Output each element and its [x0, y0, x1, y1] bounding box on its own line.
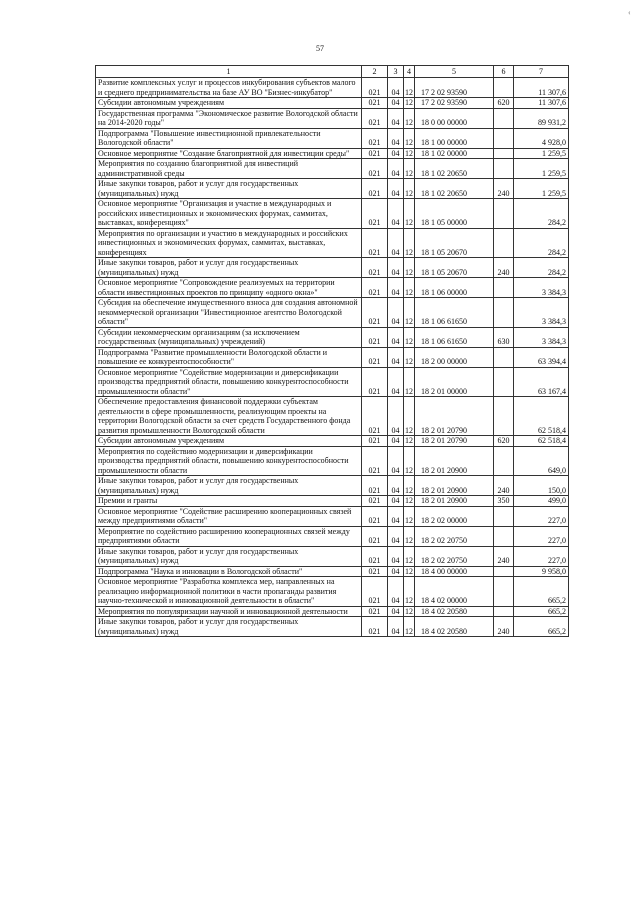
cell-sum: 284,2 [514, 258, 569, 278]
cell-ved: 021 [362, 577, 388, 607]
cell-ved: 021 [362, 298, 388, 328]
cell-pr: 12 [404, 258, 415, 278]
cell-csr: 18 1 02 20650 [415, 159, 494, 179]
cell-vr: 620 [494, 98, 514, 109]
cell-vr [494, 199, 514, 229]
cell-csr: 18 4 00 00000 [415, 566, 494, 577]
cell-sum: 63 394,4 [514, 347, 569, 367]
cell-vr [494, 128, 514, 148]
cell-ved: 021 [362, 108, 388, 128]
table-row [96, 179, 569, 199]
cell-ved: 021 [362, 159, 388, 179]
table-row [96, 278, 569, 298]
cell-pr: 12 [404, 199, 415, 229]
cell-ved: 021 [362, 327, 388, 347]
cell-pr: 12 [404, 397, 415, 436]
cell-sum: 284,2 [514, 199, 569, 229]
cell-name: Подпрограмма "Наука и инновации в Вологодской области" [96, 566, 362, 577]
cell-pr: 12 [404, 108, 415, 128]
cell-sum: 4 928,0 [514, 128, 569, 148]
cell-rz: 04 [388, 496, 404, 507]
cell-ved: 021 [362, 179, 388, 199]
cell-vr: 620 [494, 436, 514, 447]
cell-name: Субсидии автономным учреждениям [96, 436, 362, 447]
cell-ved: 021 [362, 496, 388, 507]
cell-vr [494, 78, 514, 98]
cell-csr: 18 1 05 20670 [415, 228, 494, 258]
table-row [96, 327, 569, 347]
table-row [96, 128, 569, 148]
cell-pr: 12 [404, 446, 415, 476]
table-row [96, 546, 569, 566]
page-number: 57 [316, 44, 324, 53]
cell-name: Основное мероприятие "Сопровождение реализуемых на территории области инвестиционных проектов по принципу «одного окна»" [96, 278, 362, 298]
cell-ved: 021 [362, 199, 388, 229]
cell-vr [494, 526, 514, 546]
cell-csr: 18 2 02 20750 [415, 546, 494, 566]
cell-pr: 12 [404, 476, 415, 496]
cell-ved: 021 [362, 566, 388, 577]
cell-pr: 12 [404, 159, 415, 179]
cell-vr [494, 278, 514, 298]
cell-name: Субсидия на обеспечение имущественного взноса для создания автономной некоммерческой организации "Инвестиционное агентство Вологодской области" [96, 298, 362, 328]
cell-pr: 12 [405, 606, 413, 616]
cell-rz: 04 [388, 199, 404, 229]
cell-rz: 04 [388, 476, 404, 496]
cell-rz: 04 [388, 278, 404, 298]
cell-ved: 021 [362, 78, 388, 98]
cell-vr [494, 367, 514, 397]
cell-rz: 04 [388, 617, 404, 637]
cell-ved: 021 [362, 546, 388, 566]
cell-csr: 18 2 02 20750 [415, 526, 494, 546]
cell-ved: 021 [362, 278, 388, 298]
cell-sum: 11 307,6 [514, 78, 569, 98]
cell-csr: 18 2 00 00000 [415, 347, 494, 367]
header-col-sum: 7 [514, 66, 569, 78]
cell-name: Подпрограмма "Повышение инвестиционной привлекательности Вологодской области" [96, 128, 362, 148]
cell-rz: 04 [388, 577, 404, 607]
cell-name: Основное мероприятие "Содействие модернизации и диверсификации производства предприятий области, повышению конкурентоспособности промышленности области" [96, 367, 362, 397]
cell-name: Основное мероприятие "Организация и участие в международных и российских инвестиционных и экономических форумах, саммитах, выставках, конференциях" [96, 199, 362, 229]
cell-vr: 240 [494, 476, 514, 496]
cell-sum: 284,2 [514, 228, 569, 258]
table-row [96, 108, 569, 128]
cell-name: Иные закупки товаров, работ и услуг для государственных (муниципальных) нужд [96, 476, 362, 496]
table-row [96, 199, 569, 229]
cell-name: Подпрограмма "Развитие промышленности Вологодской области и повышение ее конкурентоспособности" [96, 347, 362, 367]
page-corner-mark: ‹ [628, 8, 631, 17]
cell-csr: 18 1 02 20650 [415, 179, 494, 199]
cell-ved: 021 [362, 436, 388, 447]
table-row [96, 617, 569, 637]
table-row [96, 98, 569, 109]
cell-csr: 18 2 01 20790 [415, 397, 494, 436]
cell-name: Мероприятия по созданию благоприятной для инвестиций административной среды [96, 159, 362, 179]
cell-name: Иные закупки товаров, работ и услуг для государственных (муниципальных) нужд [96, 546, 362, 566]
cell-pr: 12 [404, 347, 415, 367]
cell-vr [494, 397, 514, 436]
cell-sum: 9 958,0 [514, 566, 569, 577]
cell-sum: 499,0 [514, 496, 569, 507]
cell-name: Премии и гранты [96, 496, 362, 507]
cell-pr: 12 [404, 506, 415, 526]
header-col-csr: 5 [415, 66, 494, 78]
cell-rz: 04 [388, 148, 404, 159]
cell-vr [494, 577, 514, 607]
table-header-row [96, 66, 569, 78]
cell-pr: 12 [404, 228, 415, 258]
cell-vr: 240 [494, 546, 514, 566]
cell-ved: 021 [362, 606, 388, 617]
table-row [96, 577, 569, 607]
cell-csr: 18 2 01 20900 [415, 446, 494, 476]
cell-vr [494, 347, 514, 367]
cell-name: Развитие комплексных услуг и процессов инкубирования субъектов малого и среднего предпринимательства на базе АУ ВО "Бизнес-инкубатор" [96, 78, 362, 98]
cell-sum: 3 384,3 [514, 327, 569, 347]
cell-csr: 17 2 02 93590 [415, 78, 494, 98]
cell-pr: 12 [404, 128, 415, 148]
cell-sum: 3 384,3 [514, 278, 569, 298]
table-row [96, 367, 569, 397]
cell-name: Обеспечение предоставления финансовой поддержки субъектам деятельности в сфере промышленности, реализующим проекты на территории Вологодской области за счет средств Государственного фонда развития промышленности Вологодской области [96, 397, 362, 436]
cell-sum: 649,0 [514, 446, 569, 476]
cell-pr: 12 [404, 617, 415, 637]
cell-rz: 04 [388, 506, 404, 526]
table-row [96, 436, 569, 447]
cell-sum: 665,2 [514, 617, 569, 637]
cell-csr: 18 2 01 20900 [415, 496, 494, 507]
cell-rz: 04 [388, 228, 404, 258]
table-row [96, 78, 569, 98]
cell-sum: 227,0 [514, 546, 569, 566]
cell-sum: 62 518,4 [514, 397, 569, 436]
table-row [96, 476, 569, 496]
cell-sum: 227,0 [514, 526, 569, 546]
cell-sum: 227,0 [514, 506, 569, 526]
cell-csr: 18 1 06 61650 [415, 327, 494, 347]
table-row [96, 347, 569, 367]
cell-vr [494, 566, 514, 577]
cell-ved: 021 [362, 148, 388, 159]
cell-sum: 63 167,4 [514, 367, 569, 397]
cell-pr: 12 [404, 526, 415, 546]
table-row [96, 159, 569, 179]
cell-rz: 04 [388, 526, 404, 546]
cell-pr: 12 [405, 566, 413, 576]
cell-sum: 665,2 [514, 606, 569, 617]
cell-sum: 665,2 [514, 577, 569, 607]
cell-vr: 240 [494, 179, 514, 199]
cell-csr: 18 1 05 20670 [415, 258, 494, 278]
table-row [96, 298, 569, 328]
cell-ved: 021 [362, 476, 388, 496]
cell-ved: 021 [362, 506, 388, 526]
cell-vr [494, 108, 514, 128]
table-row [96, 496, 569, 507]
cell-ved: 021 [362, 347, 388, 367]
cell-rz: 04 [388, 397, 404, 436]
cell-name: Мероприятие по содействию расширению кооперационных связей между предприятиями области [96, 526, 362, 546]
cell-rz: 04 [388, 546, 404, 566]
header-col-name: 1 [96, 66, 362, 78]
cell-name: Основное мероприятие "Содействие расширению кооперационных связей между предприятиями области" [96, 506, 362, 526]
table-row [96, 526, 569, 546]
cell-pr: 12 [405, 98, 413, 107]
cell-ved: 021 [362, 526, 388, 546]
cell-rz: 04 [388, 108, 404, 128]
cell-vr: 240 [494, 258, 514, 278]
cell-rz: 04 [388, 566, 404, 577]
cell-name: Иные закупки товаров, работ и услуг для государственных (муниципальных) нужд [96, 179, 362, 199]
cell-sum: 89 931,2 [514, 108, 569, 128]
cell-ved: 021 [362, 446, 388, 476]
cell-pr: 12 [404, 577, 415, 607]
cell-rz: 04 [388, 446, 404, 476]
cell-vr: 630 [494, 327, 514, 347]
cell-name: Мероприятия по содействию модернизации и диверсификации производства предприятий области, повышению конкурентоспособности промышленности области [96, 446, 362, 476]
header-col-ved: 2 [362, 66, 388, 78]
cell-csr: 18 4 02 20580 [415, 617, 494, 637]
cell-vr [494, 606, 514, 617]
cell-sum: 62 518,4 [514, 436, 569, 447]
table-body [96, 66, 569, 637]
cell-pr: 12 [405, 436, 413, 445]
cell-pr: 12 [404, 278, 415, 298]
cell-sum: 11 307,6 [514, 98, 569, 109]
cell-name: Субсидии некоммерческим организациям (за исключением государственных (муниципальных) учреждений) [96, 327, 362, 347]
cell-pr: 12 [404, 367, 415, 397]
cell-pr: 12 [404, 179, 415, 199]
cell-csr: 18 0 00 00000 [415, 108, 494, 128]
cell-rz: 04 [388, 78, 404, 98]
cell-ved: 021 [362, 367, 388, 397]
cell-vr [494, 506, 514, 526]
cell-csr: 18 2 01 20900 [415, 476, 494, 496]
cell-csr: 17 2 02 93590 [415, 98, 494, 109]
cell-rz: 04 [388, 298, 404, 328]
table-row [96, 606, 569, 617]
cell-pr: 12 [404, 546, 415, 566]
cell-name: Субсидии автономным учреждениям [96, 98, 362, 109]
table-row [96, 148, 569, 159]
cell-ved: 021 [362, 98, 388, 109]
cell-name: Иные закупки товаров, работ и услуг для государственных (муниципальных) нужд [96, 617, 362, 637]
cell-rz: 04 [388, 258, 404, 278]
cell-name: Государственная программа "Экономическое развитие Вологодской области на 2014-2020 годы" [96, 108, 362, 128]
cell-sum: 3 384,3 [514, 298, 569, 328]
header-col-vr: 6 [494, 66, 514, 78]
cell-csr: 18 1 05 00000 [415, 199, 494, 229]
table-row [96, 446, 569, 476]
cell-pr: 12 [405, 496, 413, 505]
cell-vr [494, 148, 514, 159]
cell-csr: 18 1 00 00000 [415, 128, 494, 148]
cell-name: Мероприятия по организации и участию в международных и российских инвестиционных и экономических форумах, саммитах, выставках, конференциях [96, 228, 362, 258]
cell-rz: 04 [388, 606, 404, 617]
cell-name: Иные закупки товаров, работ и услуг для государственных (муниципальных) нужд [96, 258, 362, 278]
cell-rz: 04 [388, 179, 404, 199]
table-row [96, 258, 569, 278]
cell-pr: 12 [404, 78, 415, 98]
cell-name: Основное мероприятие "Разработка комплекса мер, направленных на реализацию информационной политики в части пропаганды развития научно-технической и инновационной деятельности в области" [96, 577, 362, 607]
table-row [96, 228, 569, 258]
cell-name: Основное мероприятие "Создание благоприятной для инвестиции среды" [96, 148, 362, 159]
cell-csr: 18 2 01 00000 [415, 367, 494, 397]
cell-csr: 18 4 02 00000 [415, 577, 494, 607]
cell-sum: 1 259,5 [514, 148, 569, 159]
cell-rz: 04 [388, 159, 404, 179]
cell-ved: 021 [362, 228, 388, 258]
cell-ved: 021 [362, 258, 388, 278]
header-col-rz: 3 [388, 66, 404, 78]
cell-sum: 1 259,5 [514, 179, 569, 199]
budget-table [95, 65, 569, 637]
cell-rz: 04 [388, 367, 404, 397]
cell-csr: 18 1 06 61650 [415, 298, 494, 328]
table-row [96, 506, 569, 526]
cell-vr [494, 159, 514, 179]
cell-sum: 150,0 [514, 476, 569, 496]
cell-vr: 240 [494, 617, 514, 637]
cell-rz: 04 [388, 128, 404, 148]
table-row [96, 566, 569, 577]
cell-name: Мероприятия по популяризации научной и инновационной деятельности [96, 606, 362, 617]
cell-ved: 021 [362, 128, 388, 148]
cell-csr: 18 4 02 20580 [415, 606, 494, 617]
cell-vr [494, 298, 514, 328]
table-row [96, 397, 569, 436]
cell-sum: 1 259,5 [514, 159, 569, 179]
cell-ved: 021 [362, 397, 388, 436]
cell-rz: 04 [388, 98, 404, 109]
cell-ved: 021 [362, 617, 388, 637]
cell-vr [494, 228, 514, 258]
cell-csr: 18 2 02 00000 [415, 506, 494, 526]
cell-csr: 18 2 01 20790 [415, 436, 494, 447]
cell-rz: 04 [388, 327, 404, 347]
header-col-pr: 4 [404, 66, 415, 78]
cell-vr: 350 [494, 496, 514, 507]
cell-rz: 04 [388, 436, 404, 447]
cell-csr: 18 1 06 00000 [415, 278, 494, 298]
cell-pr: 12 [404, 298, 415, 328]
cell-csr: 18 1 02 00000 [415, 148, 494, 159]
cell-vr [494, 446, 514, 476]
cell-pr: 12 [405, 148, 413, 158]
cell-rz: 04 [388, 347, 404, 367]
cell-pr: 12 [404, 327, 415, 347]
